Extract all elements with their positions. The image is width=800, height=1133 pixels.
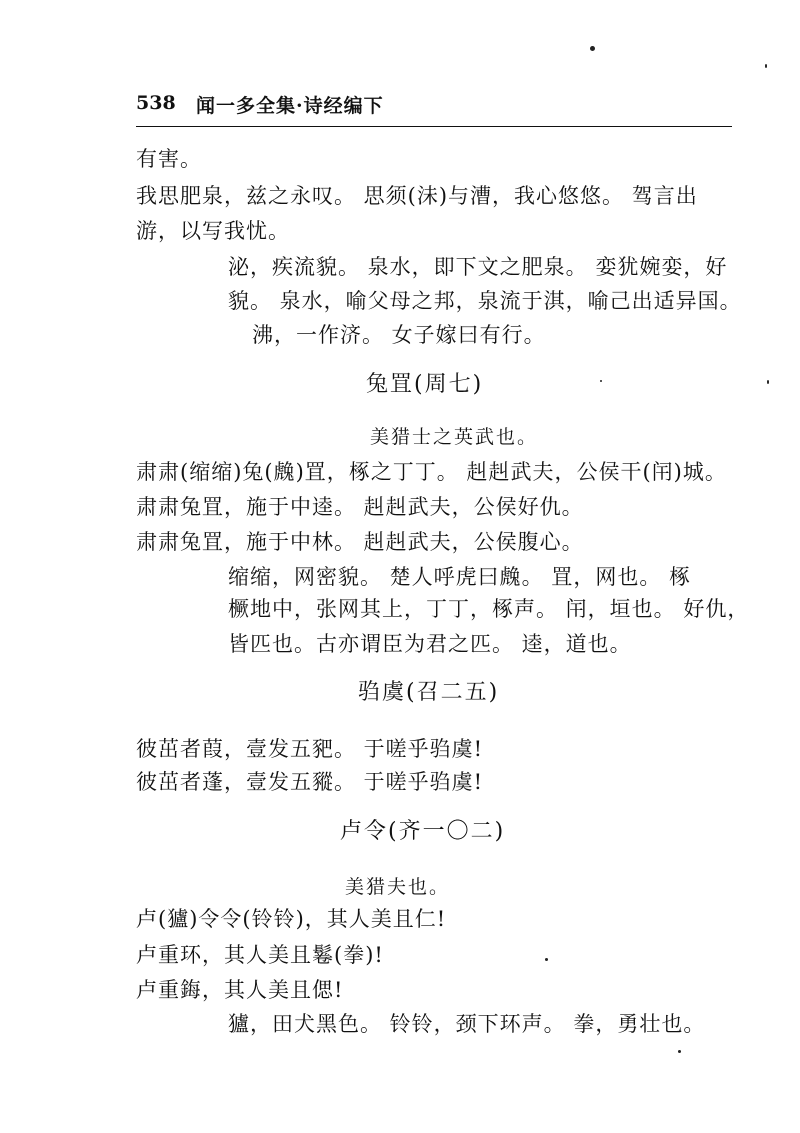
text-line: 有害。 <box>136 147 202 171</box>
note-line: 貌。 泉水，喻父母之邦，泉流于淇，喻己出适异国。 <box>228 289 742 313</box>
note-line: 橛地中，张网其上，丁丁，椓声。 闬，垣也。 好仇， <box>228 597 750 621</box>
section-preface: 美猎士之英武也。 <box>370 426 539 448</box>
section-title: 驺虞(召二五) <box>358 680 500 705</box>
note-line: 缩缩，网密貌。 楚人呼虎曰䖘。 罝，网也。 椓 <box>228 565 692 589</box>
note-line: 泌，疾流貌。 泉水，即下文之肥泉。 娈犹婉娈，好 <box>228 255 728 279</box>
scan-speck <box>590 46 595 51</box>
poem-line: 彼茁者葭，壹发五豝。 于嗟乎驺虞! <box>136 737 484 761</box>
note-line: 皆匹也。古亦谓臣为君之匹。 逵，道也。 <box>228 632 632 656</box>
poem-line: 卢重环，其人美且鬈(拳)! <box>136 943 384 967</box>
scan-speck <box>765 64 767 68</box>
poem-line: 彼茁者蓬，壹发五豵。 于嗟乎驺虞! <box>136 770 484 794</box>
scan-speck <box>678 1050 681 1053</box>
page-number: 538 <box>136 92 176 114</box>
section-title: 卢令(齐一〇二) <box>340 819 506 844</box>
poem-line: 卢重鋂，其人美且偲! <box>136 978 344 1002</box>
poem-line: 肃肃兔罝，施于中林。 赳赳武夫，公侯腹心。 <box>136 530 584 554</box>
note-line: 獹，田犬黑色。 铃铃，颈下环声。 拳，勇壮也。 <box>228 1012 706 1036</box>
poem-line: 肃肃(缩缩)兔(䖘)罝，椓之丁丁。 赳赳武夫，公侯干(闬)城。 <box>136 460 727 484</box>
poem-line: 肃肃兔罝，施于中逵。 赳赳武夫，公侯好仇。 <box>136 495 584 519</box>
text-line: 我思肥泉，兹之永叹。 思须(沬)与漕，我心悠悠。 驾言出 <box>136 184 698 208</box>
scan-speck <box>545 958 548 961</box>
page-header <box>136 92 732 127</box>
running-title: 闻一多全集·诗经编下 <box>196 95 384 117</box>
note-line: 沸，一作济。 女子嫁曰有行。 <box>252 323 546 347</box>
scan-speck <box>767 380 769 384</box>
text-line: 游，以写我忧。 <box>136 219 290 243</box>
scan-speck <box>600 380 602 382</box>
section-title: 兔罝(周七) <box>366 372 484 397</box>
section-preface: 美猎夫也。 <box>345 876 451 898</box>
poem-line: 卢(獹)令令(铃铃)，其人美且仁! <box>136 907 447 931</box>
